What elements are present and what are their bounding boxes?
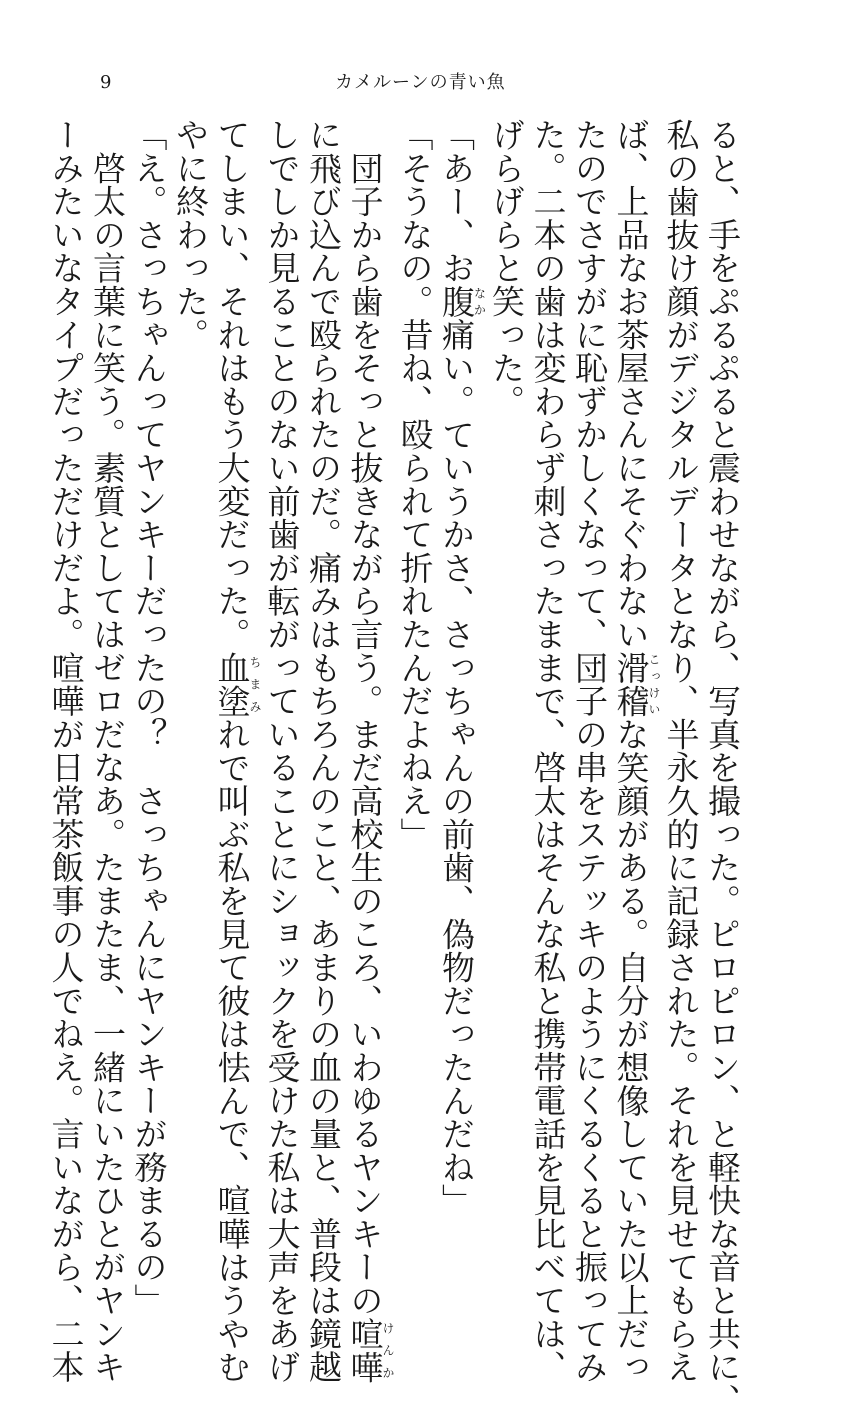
text-column-15: 啓太の言葉に笑う。素質としてはゼロだなあ。たまたま、一緒にいたひとがヤンキ bbox=[88, 118, 127, 1384]
text-column-4: たのでさすがに恥ずかしくなって、団子の串をステッキのようにくるくると振ってみ bbox=[570, 118, 609, 1384]
text-column-5: た。二本の歯は変わらず刺さったままで、啓太はそんな私と携帯電話を見比べては、 bbox=[528, 118, 568, 1384]
ruby-chimami: 血塗ちまみ bbox=[212, 650, 262, 718]
text-column-12: てしまい、それはもう大変だった。血塗ちまみれで叫ぶ私を見て彼は怯んで、喧嘩はうやむ bbox=[212, 118, 262, 1384]
running-title: カメルーンの青い魚 bbox=[335, 72, 506, 93]
text-column-8: 「そうなの。昔ね、殴られて折れたんだよねえ」 bbox=[395, 118, 435, 851]
page-number: 9 bbox=[100, 72, 112, 93]
text-column-6: げらげらと笑った。 bbox=[487, 118, 526, 418]
text-column-10: に飛び込んで殴られたのだ。痛みはもちろんのこと、あまりの血の量と、普段は鏡越 bbox=[304, 118, 343, 1384]
text-column-2: 私の歯抜け顔がデジタルデータとなり、半永久的に記録された。それを見せてもらえ bbox=[661, 118, 701, 1384]
text-column-1: ると、手をぷるぷると震わせながら、写真を撮った。ピロピロン、と軽快な音と共に、 bbox=[703, 118, 742, 1417]
text-column-3: ば、上品なお茶屋さんにそぐわない滑稽こっけいな笑顔がある。自分が想像していた以上だっ bbox=[611, 118, 661, 1384]
body-text bbox=[45, 118, 743, 1417]
text-column-16: ーみたいなタイプだっただけだよ。喧嘩が日常茶飯事の人でねえ。言いながら、二本 bbox=[46, 118, 86, 1384]
ruby-kokkei: 滑稽こっけい bbox=[611, 650, 661, 718]
ruby-naka: 腹なか bbox=[437, 284, 487, 318]
text-column-14: 「え。さっちゃんってヤンキーだったの？ さっちゃんにヤンキーが務まるの」 bbox=[129, 118, 169, 1317]
text-column-13: やに終わった。 bbox=[171, 118, 210, 352]
text-column-9: 団子から歯をそっと抜きながら言う。まだ高校生のころ、いわゆるヤンキーの喧嘩けんか bbox=[345, 118, 395, 1384]
text-column-7: 「あー、お腹なか痛い。ていうかさ、さっちゃんの前歯、偽物だったんだね」 bbox=[437, 118, 487, 1217]
text-column-11: しでしか見ることのない前歯が転がっていることにショックを受けた私は大声をあげ bbox=[262, 118, 302, 1384]
ruby-kenka: 喧嘩けんか bbox=[345, 1316, 395, 1384]
